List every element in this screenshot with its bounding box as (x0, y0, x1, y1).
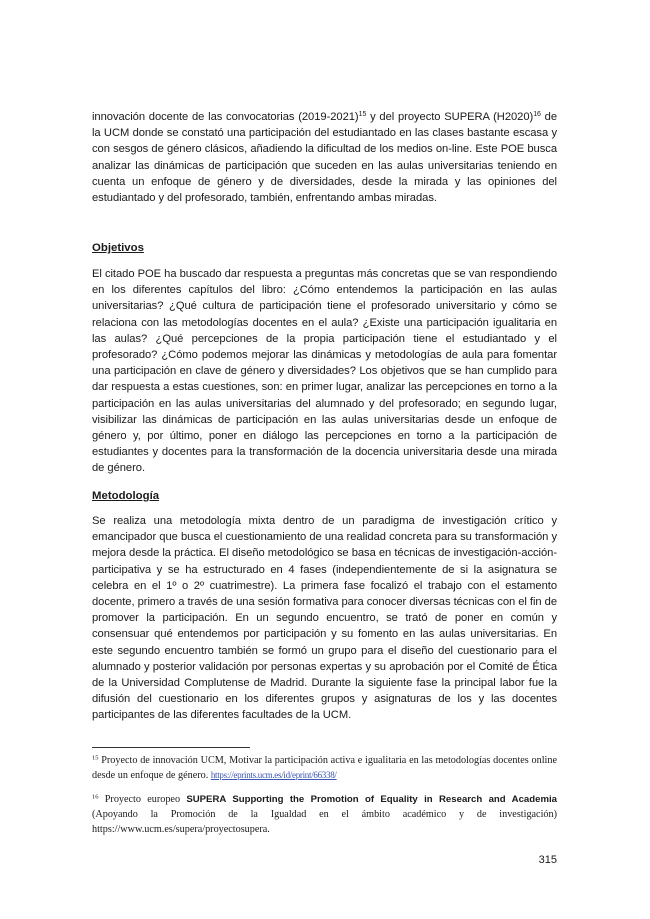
footnote-separator (92, 747, 250, 748)
metodologia-heading: Metodología (92, 490, 160, 502)
intro-text-part3: de la UCM donde se constató una participación del estudiantado en las clases bastante escasa y con sesgos de género clásicos, añadiendo la dificultad de los medios on-line. Este POE busca analizar las dinámicas de participación que suceden en las aulas universitarias teniendo en cuenta un enfoque de género y de diversidades, desde la mirada y las opiniones del estudiantado y del profesorado, también, enfrentando ambas miradas. (92, 111, 557, 205)
footnote-ref-15[interactable]: 15 (358, 111, 367, 118)
intro-text-part1: innovación docente de las convocatorias (2019-2021) (92, 111, 359, 123)
footnote-16-text: (Apoyando la Promoción de la Igualdad en el ámbito académico y de investigación) https://www.ucm.es/supera/proyectosupera. (92, 809, 557, 835)
footnote-16-mark: 16 (92, 793, 99, 801)
footnote-ref-16[interactable]: 16 (533, 111, 541, 118)
objetivos-paragraph: El citado POE ha buscado dar respuesta a preguntas más concretas que se van respondiendo en los diferentes capítulos del libro: ¿Cómo entendemos la participación en las aulas universitarias? ¿Qué cultura de participación tiene el profesorado universitario y cómo se relaciona con las metodologías docentes en el aula? ¿Existe una participación igualitaria en las aulas? ¿Qué percepciones de la propia participación tiene el estudiantado y el profesorado? ¿Cómo podemos mejorar las dinámicas y metodologías de aula para fomentar una participación en clave de género y diversidades? Los objetivos que se han cumplido para dar respuesta a estas cuestiones, son: en primer lugar, analizar las percepciones en torno a la participación en las aulas universitarias del alumnado y del profesorado; en segundo lugar, visibilizar las dinámicas de participación en las aulas universitarias desde un enfoque de género y, por último, poner en diálogo las percepciones en torno a la participación de estudiantes y docentes para la transformación de la docencia universitaria desde una mirada de género. (92, 268, 557, 475)
footnote-16 (92, 792, 557, 837)
page-number: 315 (538, 854, 557, 866)
objetivos-heading: Objetivos (92, 242, 144, 254)
footnote-15-mark: 15 (92, 754, 99, 762)
footnote-15 (92, 753, 557, 783)
footnote-16-project-name: SUPERA Supporting the Promotion of Equality in Research and Academia (186, 794, 557, 805)
intro-paragraph (92, 109, 557, 206)
footnote-16-prefix: Proyecto europeo (98, 794, 187, 805)
metodologia-paragraph: Se realiza una metodología mixta dentro de un paradigma de investigación crítico y emancipador que busca el cuestionamiento de una realidad concreta para su transformación y mejora desde la práctica. El diseño metodológico se basa en técnicas de investigación-acción-participativa y se ha estructurado en 4 fases (independientemente de si la asignatura se celebra en el 1º o 2º cuatrimestre). La primera fase focalizó el trabajo con el estamento docente, primero a través de una sesión formativa para conocer diversas técnicas con el fin de promover la participación. En un segundo encuentro, se trató de poner en común y consensuar qué entendemos por participación y su fomento en las aulas universitarias. En este segundo encuentro también se formó un grupo para el diseño del cuestionario para el alumnado y posterior validación por personas expertas y su aprobación por el Comité de Ética de la Universidad Complutense de Madrid. Durante la siguiente fase la principal labor fue la difusión del cuestionario en los diferentes grupos y asignaturas de los y las docentes participantes de las diferentes facultades de la UCM. (92, 515, 557, 722)
footnote-15-link[interactable]: https://eprints.ucm.es/id/eprint/66338/ (210, 770, 337, 780)
intro-text-part2: y del proyecto SUPERA (H2020) (366, 111, 534, 123)
footnote-15-text: Proyecto de innovación UCM, Motivar la participación activa e igualitaria en las metodologías docentes online desde un enfoque de género. (92, 755, 557, 781)
